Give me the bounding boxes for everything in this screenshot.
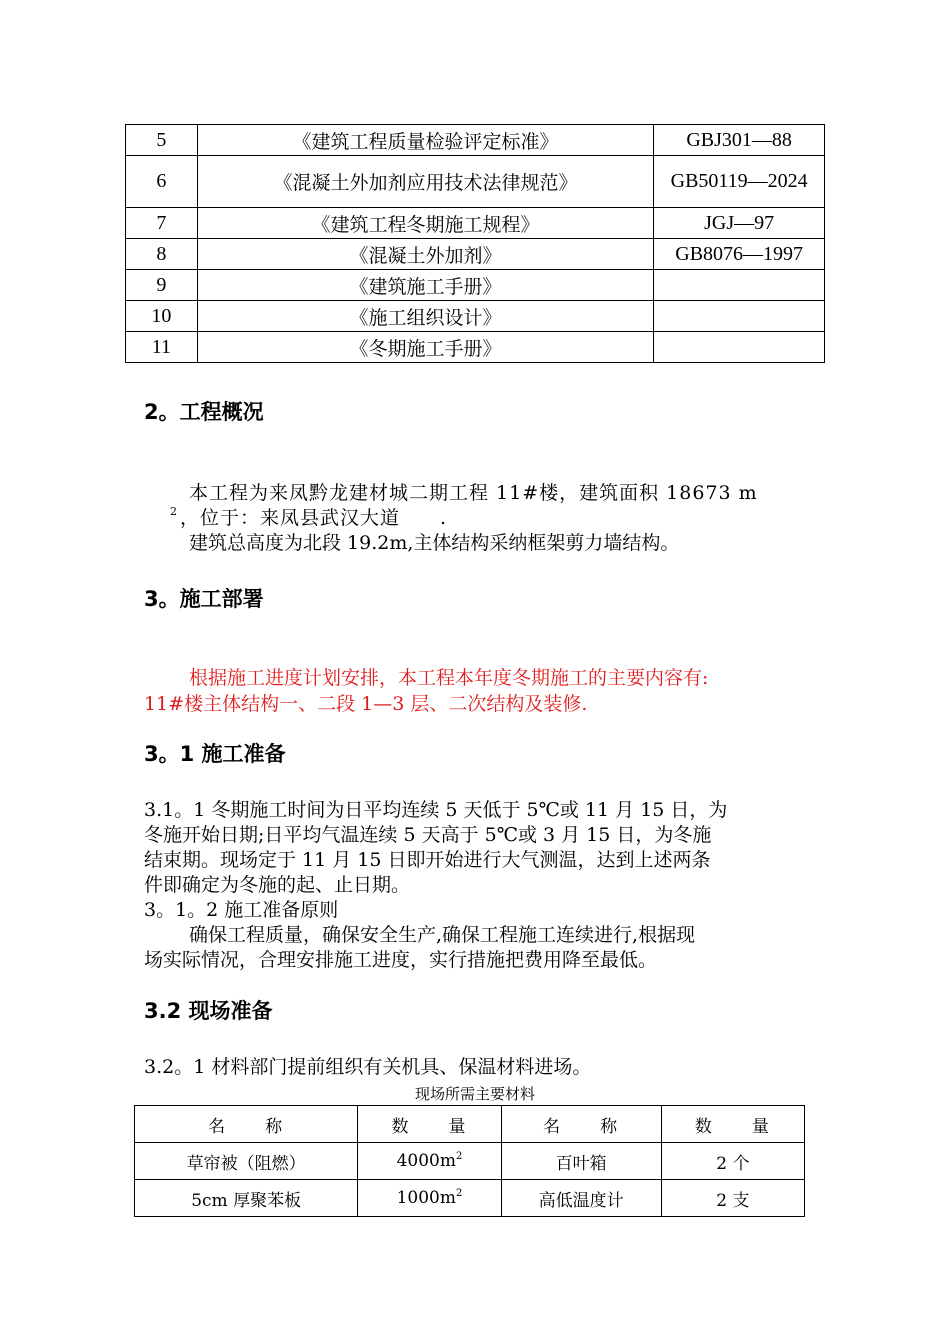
site-prep-line-1: 3.2。1 材料部门提前组织有关机具、保温材料进场。	[144, 1056, 592, 1078]
standard-code: GB8076—1997	[654, 239, 825, 270]
standard-name: 《建筑工程质量检验评定标准》	[197, 125, 654, 156]
deployment-line-2: 11#楼主体结构一、二段 1—3 层、二次结构及装修.	[144, 693, 588, 715]
table-row	[126, 239, 825, 270]
header-name: 名 称	[135, 1106, 358, 1143]
standards-table	[125, 124, 825, 363]
standard-code: GB50119—2024	[654, 156, 825, 208]
table-row	[126, 301, 825, 332]
materials-table	[134, 1105, 805, 1217]
overview-line-3: 建筑总高度为北段 19.2m,主体结构采纳框架剪力墙结构。	[189, 532, 680, 554]
material-name: 百叶箱	[501, 1143, 661, 1180]
standard-code	[654, 332, 825, 363]
row-number: 8	[126, 239, 198, 270]
standard-name: 《冬期施工手册》	[197, 332, 654, 363]
prep-principle-line-2: 场实际情况，合理安排施工进度，实行措施把费用降至最低。	[144, 949, 658, 971]
table-header-row	[135, 1106, 805, 1143]
table-row	[126, 125, 825, 156]
section-2-heading: 2。工程概况	[144, 400, 264, 424]
header-quantity: 数 量	[661, 1106, 804, 1143]
prep-principle-title: 3。1。2 施工准备原则	[144, 899, 339, 921]
unit-superscript: 2	[455, 1151, 463, 1162]
superscript-2: 2	[170, 505, 177, 518]
table-row	[126, 332, 825, 363]
materials-table-caption: 现场所需主要材料	[414, 1085, 535, 1103]
material-quantity: 2 支	[661, 1180, 804, 1217]
standard-name: 《混凝土外加剂》	[197, 239, 654, 270]
table-row	[135, 1143, 805, 1180]
material-name: 草帘被（阻燃）	[135, 1143, 358, 1180]
standard-name: 《建筑工程冬期施工规程》	[197, 208, 654, 239]
material-quantity	[358, 1180, 501, 1217]
overview-line-2: ，位于：来凤县武汉大道 .	[180, 507, 448, 529]
standard-name: 《施工组织设计》	[197, 301, 654, 332]
material-quantity	[358, 1143, 501, 1180]
section-3-2-heading: 3.2 现场准备	[144, 999, 273, 1023]
standard-name: 《建筑施工手册》	[197, 270, 654, 301]
prep-line-3: 结束期。现场定于 11 月 15 日即开始进行大气测温，达到上述两条	[144, 849, 711, 871]
prep-principle-line-1: 确保工程质量，确保安全生产,确保工程施工连续进行,根据现	[189, 924, 696, 946]
row-number: 7	[126, 208, 198, 239]
section-3-1-heading: 3。1 施工准备	[144, 742, 286, 766]
row-number: 10	[126, 301, 198, 332]
table-row	[126, 156, 825, 208]
overview-line-1: 本工程为来凤黔龙建材城二期工程 11#楼，建筑面积 18673 m	[189, 482, 758, 504]
standard-name: 《混凝土外加剂应用技术法律规范》	[197, 156, 654, 208]
table-row	[135, 1180, 805, 1217]
prep-line-2: 冬施开始日期;日平均气温连续 5 天高于 5℃或 3 月 15 日，为冬施	[144, 824, 712, 846]
deployment-line-1: 根据施工进度计划安排，本工程本年度冬期施工的主要内容有:	[189, 667, 709, 689]
row-number: 5	[126, 125, 198, 156]
quantity-value: 4000m	[396, 1151, 456, 1171]
header-quantity: 数 量	[358, 1106, 501, 1143]
quantity-value: 1000m	[396, 1188, 456, 1208]
standard-code: JGJ—97	[654, 208, 825, 239]
standard-code: GBJ301—88	[654, 125, 825, 156]
material-name: 高低温度计	[501, 1180, 661, 1217]
material-quantity: 2 个	[661, 1143, 804, 1180]
prep-line-4: 件即确定为冬施的起、止日期。	[144, 874, 411, 896]
standard-code	[654, 270, 825, 301]
section-3-heading: 3。施工部署	[144, 587, 264, 611]
header-name: 名 称	[501, 1106, 661, 1143]
standard-code	[654, 301, 825, 332]
prep-line-1: 3.1。1 冬期施工时间为日平均连续 5 天低于 5℃或 11 月 15 日，为	[144, 799, 728, 821]
row-number: 11	[126, 332, 198, 363]
unit-superscript: 2	[455, 1188, 463, 1199]
material-name: 5cm 厚聚苯板	[135, 1180, 358, 1217]
table-row	[126, 270, 825, 301]
row-number: 9	[126, 270, 198, 301]
table-row	[126, 208, 825, 239]
row-number: 6	[126, 156, 198, 208]
